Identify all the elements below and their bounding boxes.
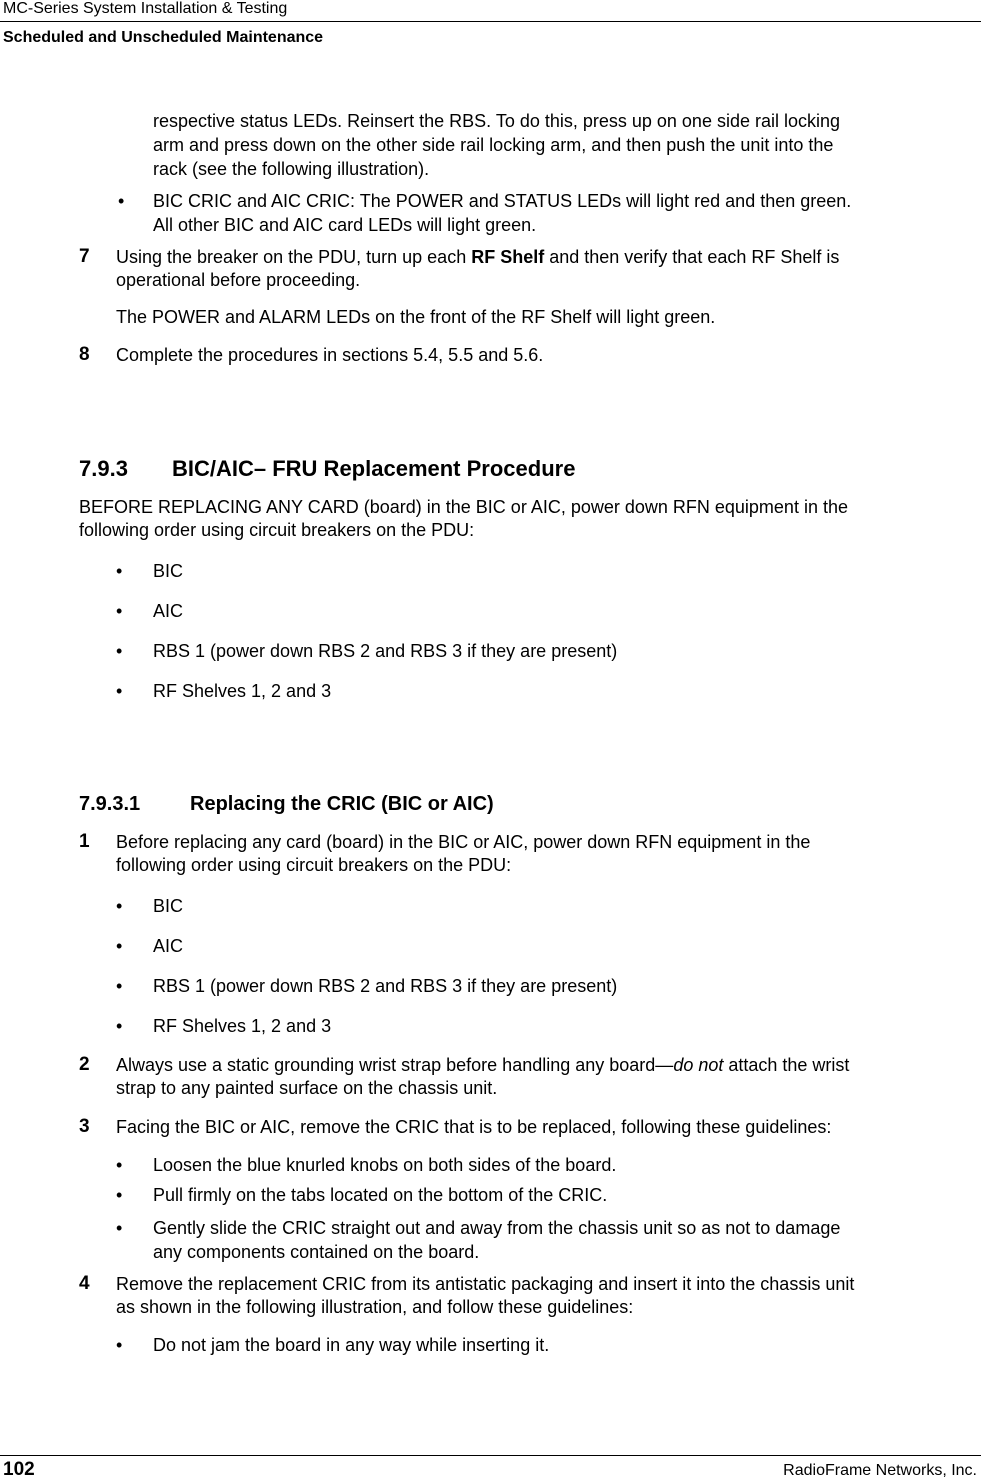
- step-7-text: operational before proceeding.: [116, 270, 361, 290]
- step-number: 4: [79, 1273, 90, 1294]
- step-number: 7: [79, 246, 90, 267]
- intro-bullet-text: BIC CRIC and AIC CRIC: The POWER and STATUS LEDs will light red and then green.: [153, 191, 852, 211]
- page-number: 102: [3, 1459, 35, 1480]
- bullet-icon: •: [116, 641, 123, 661]
- step-7-text-post: and then verify that each RF Shelf is: [544, 247, 840, 267]
- step-2-text: [116, 1054, 849, 1077]
- bullet-icon: •: [116, 896, 123, 916]
- guideline-item: Do not jam the board in any way while inserting it.: [153, 1335, 550, 1355]
- list-item: BIC: [153, 896, 184, 916]
- step-1-text: following order using circuit breakers on the PDU:: [116, 855, 512, 875]
- subsection-number: 7.9.3.1: [79, 793, 141, 815]
- header-rule: [0, 21, 981, 22]
- step-number: 1: [79, 831, 90, 852]
- step-number: 8: [79, 344, 90, 365]
- bullet-icon: •: [116, 561, 123, 581]
- step-2-text: strap to any painted surface on the chassis unit.: [116, 1078, 498, 1098]
- step-7-text: [116, 246, 839, 269]
- step-7-note: The POWER and ALARM LEDs on the front of the RF Shelf will light green.: [116, 307, 716, 327]
- section-title: BIC/AIC– FRU Replacement Procedure: [172, 456, 576, 481]
- subsection-title: Replacing the CRIC (BIC or AIC): [190, 793, 494, 815]
- company-name: RadioFrame Networks, Inc.: [783, 1462, 977, 1479]
- list-item: BIC: [153, 561, 184, 581]
- intro-bullet-text: All other BIC and AIC card LEDs will light green.: [153, 215, 537, 235]
- list-item: AIC: [153, 936, 184, 956]
- step-3-text: Facing the BIC or AIC, remove the CRIC that is to be replaced, following these guidelines:: [116, 1117, 832, 1137]
- rf-shelf-term: RF Shelf: [471, 247, 545, 267]
- section-number: 7.9.3: [79, 456, 128, 481]
- do-not-emphasis: do not: [673, 1055, 724, 1075]
- list-item: RBS 1 (power down RBS 2 and RBS 3 if they are present): [153, 641, 618, 661]
- guideline-item: Loosen the blue knurled knobs on both sides of the board.: [153, 1155, 617, 1175]
- step-2-text-pre: Always use a static grounding wrist strap before handling any board—: [116, 1055, 674, 1075]
- intro-text-line: arm and press down on the other side rail locking arm, and then push the unit into the: [153, 135, 834, 155]
- bullet-icon: •: [116, 1218, 123, 1238]
- step-4-text: Remove the replacement CRIC from its antistatic packaging and insert it into the chassis unit: [116, 1274, 855, 1294]
- intro-text-line: rack (see the following illustration).: [153, 159, 430, 179]
- bullet-icon: •: [118, 191, 125, 211]
- step-2-text-post: attach the wrist: [723, 1055, 850, 1075]
- step-number: 2: [79, 1054, 90, 1075]
- bullet-icon: •: [116, 976, 123, 996]
- bullet-icon: •: [116, 1335, 123, 1355]
- guideline-item: Pull firmly on the tabs located on the bottom of the CRIC.: [153, 1185, 608, 1205]
- footer-rule: [0, 1455, 981, 1456]
- guideline-item: any components contained on the board.: [153, 1242, 480, 1262]
- bullet-icon: •: [116, 681, 123, 701]
- intro-text-line: respective status LEDs. Reinsert the RBS. To do this, press up on one side rail locking: [153, 111, 841, 131]
- step-8-text: Complete the procedures in sections 5.4, 5.5 and 5.6.: [116, 345, 544, 365]
- list-item: AIC: [153, 601, 184, 621]
- chapter-title: Scheduled and Unscheduled Maintenance: [3, 29, 324, 46]
- document-title: MC-Series System Installation & Testing: [3, 0, 288, 17]
- section-paragraph: following order using circuit breakers on the PDU:: [79, 520, 475, 540]
- bullet-icon: •: [116, 1016, 123, 1036]
- step-4-text: as shown in the following illustration, and follow these guidelines:: [116, 1297, 634, 1317]
- bullet-icon: •: [116, 1155, 123, 1175]
- bullet-icon: •: [116, 936, 123, 956]
- list-item: RF Shelves 1, 2 and 3: [153, 1016, 332, 1036]
- step-7-text-pre: Using the breaker on the PDU, turn up each: [116, 247, 472, 267]
- guideline-item: Gently slide the CRIC straight out and away from the chassis unit so as not to damage: [153, 1218, 841, 1238]
- bullet-icon: •: [116, 601, 123, 621]
- step-number: 3: [79, 1116, 90, 1137]
- bullet-icon: •: [116, 1185, 123, 1205]
- list-item: RF Shelves 1, 2 and 3: [153, 681, 332, 701]
- list-item: RBS 1 (power down RBS 2 and RBS 3 if they are present): [153, 976, 618, 996]
- step-1-text: Before replacing any card (board) in the BIC or AIC, power down RFN equipment in the: [116, 832, 811, 852]
- section-paragraph: BEFORE REPLACING ANY CARD (board) in the BIC or AIC, power down RFN equipment in the: [79, 497, 848, 517]
